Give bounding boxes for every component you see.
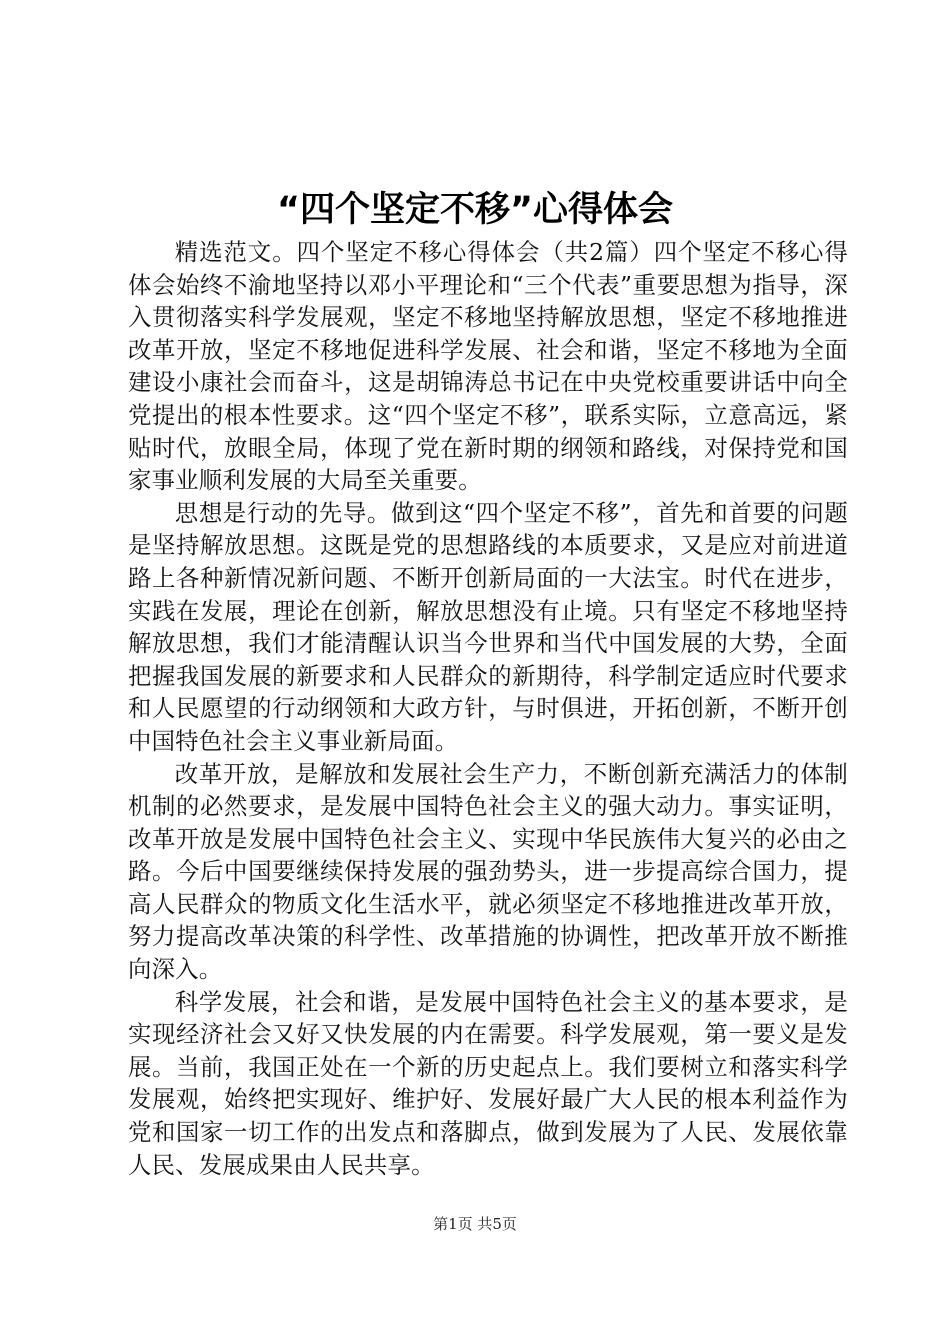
document-title: “四个坚定不移”心得体会 <box>276 190 673 230</box>
paragraph-1: 精选范文。四个坚定不移心得体会（共2篇）四个坚定不移心得体会始终不渝地坚持以邓小平理论和“三个代表”重要思想为指导，深入贯彻落实科学发展观，坚定不移地坚持解放思想，坚定不移地推进改革开放，坚定不移地促进科学发展、社会和谐，坚定不移地为全面建设小康社会而奋斗，这是胡锦涛总书记在中央党校重要讲话中向全党提出的根本性要求。这“四个坚定不移”，联系实际，立意高远，紧贴时代，放眼全局，体现了党在新时期的纲领和路线，对保持党和国家事业顺利发展的大局至关重要。 <box>128 238 848 495</box>
page-number-footer: 第1页 共5页 <box>433 1215 517 1233</box>
paragraph-3: 改革开放，是解放和发展社会生产力，不断创新充满活力的体制机制的必然要求，是发展中国特色社会主义的强大动力。事实证明，改革开放是发展中国特色社会主义、实现中华民族伟大复兴的必由之路。今后中国要继续保持发展的强劲势头，进一步提高综合国力，提高人民群众的物质文化生活水平，就必须坚定不移地推进改革开放，努力提高改革决策的科学性、改革措施的协调性，把改革开放不断推向深入。 <box>128 759 848 984</box>
document-body <box>128 236 848 1181</box>
paragraph-2: 思想是行动的先导。做到这“四个坚定不移”，首先和首要的问题是坚持解放思想。这既是党的思想路线的本质要求，又是应对前进道路上各种新情况新问题、不断开创新局面的一大法宝。时代在进步，实践在发展，理论在创新，解放思想没有止境。只有坚定不移地坚持解放思想，我们才能清醒认识当今世界和当代中国发展的大势，全面把握我国发展的新要求和人民群众的新期待，科学制定适应时代要求和人民愿望的行动纲领和大政方针，与时俱进，开拓创新，不断开创中国特色社会主义事业新局面。 <box>128 498 848 755</box>
paragraph-4: 科学发展，社会和谐，是发展中国特色社会主义的基本要求，是实现经济社会又好又快发展的内在需要。科学发展观，第一要义是发展。当前，我国正处在一个新的历史起点上。我们要树立和落实科学发展观，始终把实现好、维护好、发展好最广大人民的根本利益作为党和国家一切工作的出发点和落脚点，做到发展为了人民、发展依靠人民、发展成果由人民共享。 <box>128 987 848 1179</box>
